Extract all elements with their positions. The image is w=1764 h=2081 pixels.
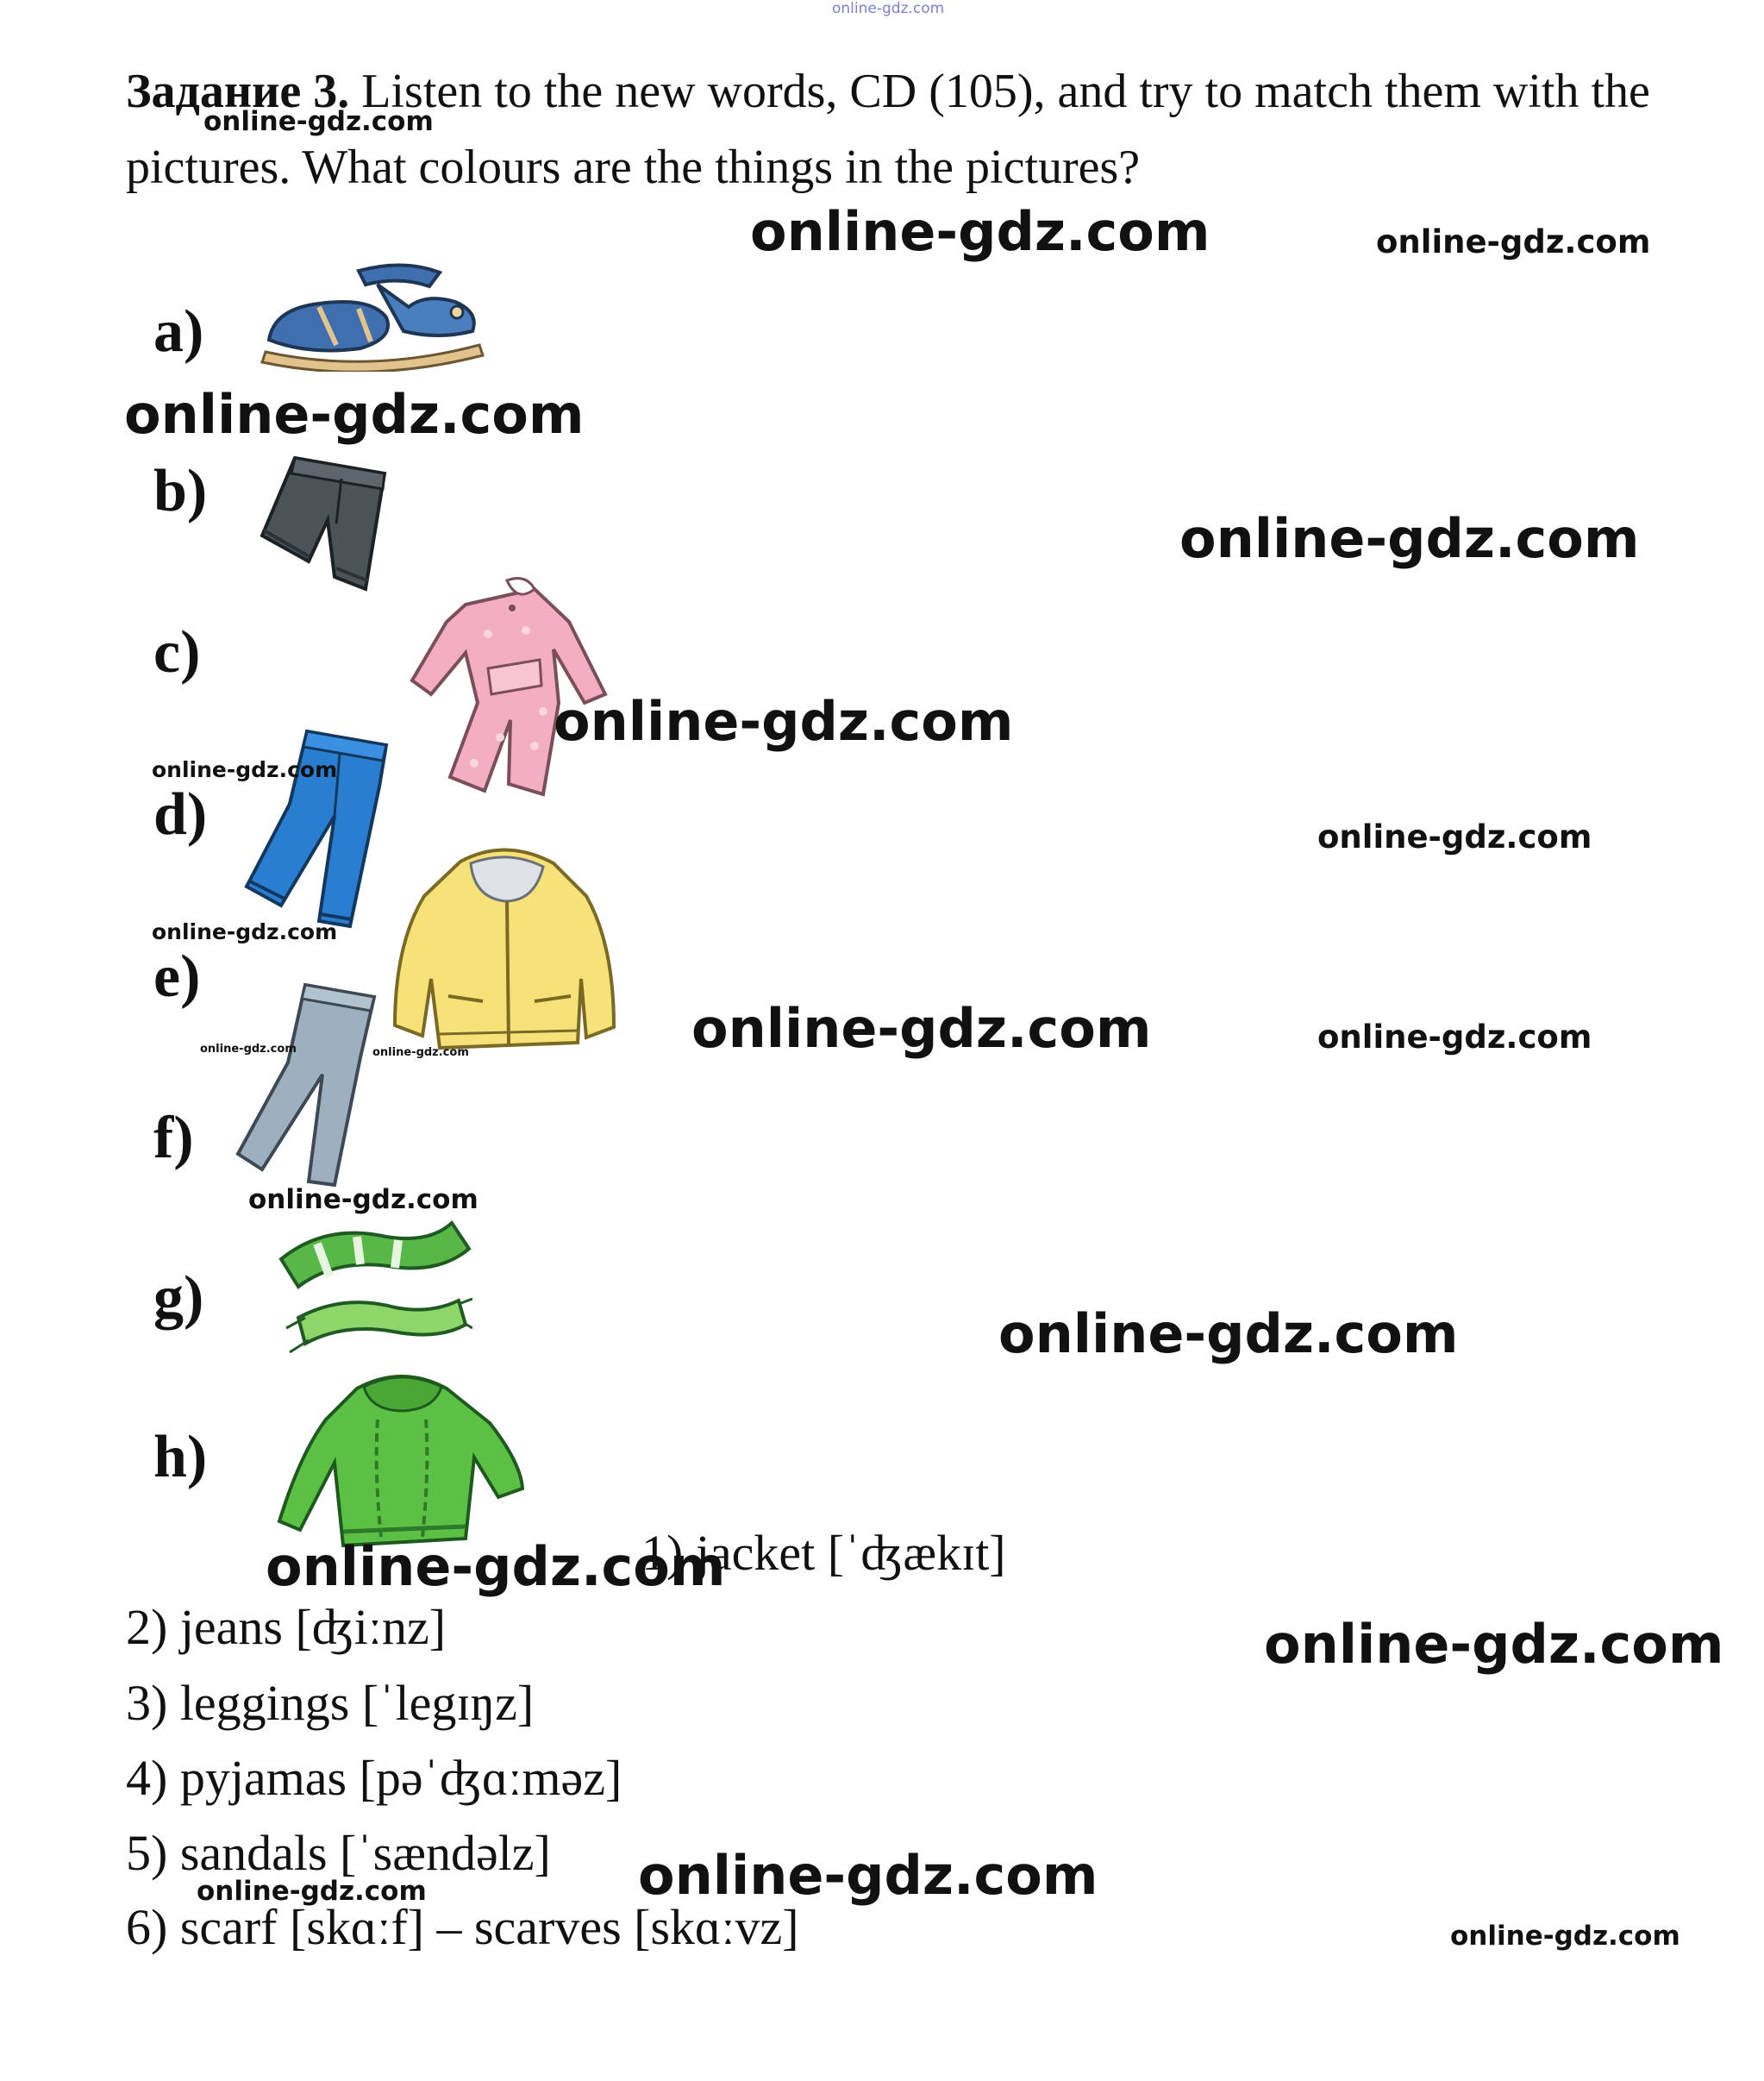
word-scarf: 6) scarf [skɑːf] – scarves [skɑːvz] (126, 1899, 799, 1955)
letter-a: a) (153, 298, 204, 365)
letter-f: f) (153, 1105, 194, 1171)
watermark: online-gdz.com (124, 383, 585, 446)
watermark: online-gdz.com (638, 1844, 1098, 1907)
watermark: online-gdz.com (1376, 223, 1651, 260)
watermark: online-gdz.com (372, 1046, 469, 1059)
watermark: online-gdz.com (200, 1043, 297, 1056)
word-leggings: 3) leggings [ˈlegɪŋz] (126, 1675, 535, 1731)
watermark: online-gdz.com (248, 1184, 479, 1215)
word-pyjamas: 4) pyjamas [pəˈʤɑːməz] (126, 1750, 622, 1806)
top-watermark: online-gdz.com (832, 0, 945, 17)
watermark: online-gdz.com (152, 919, 338, 944)
letter-b: b) (153, 458, 208, 524)
watermark: online-gdz.com (554, 690, 1014, 753)
watermark: online-gdz.com (152, 757, 338, 782)
letter-g: g) (153, 1264, 204, 1331)
leggings-icon (231, 980, 379, 1190)
word-jacket: 1) jacket [ˈʤækɪt] (641, 1525, 1006, 1581)
shorts-icon (255, 451, 395, 603)
watermark: online-gdz.com (1264, 1613, 1724, 1676)
watermark: online-gdz.com (197, 1876, 427, 1907)
watermark: online-gdz.com (266, 1535, 726, 1598)
watermark: online-gdz.com (691, 997, 1152, 1060)
watermark: online-gdz.com (1179, 507, 1640, 570)
pyjamas-icon (405, 574, 609, 799)
letter-c: c) (153, 619, 201, 686)
watermark: online-gdz.com (203, 106, 434, 137)
sandals-icon (257, 255, 485, 372)
scarf-icon (274, 1214, 472, 1357)
watermark: online-gdz.com (998, 1302, 1459, 1365)
jacket-icon (388, 841, 621, 1063)
letter-e: e) (153, 943, 201, 1010)
letter-h: h) (153, 1424, 208, 1490)
word-sandals: 5) sandals [ˈsændəlz] (126, 1825, 551, 1881)
task-text: Listen to the new words, CD (105), and try to match them with the pictures. What colours are the things in the pictures? (126, 65, 1650, 194)
watermark: online-gdz.com (750, 200, 1210, 263)
task-label: Задание 3. (126, 65, 350, 118)
word-jeans: 2) jeans [ʤiːnz] (126, 1599, 447, 1655)
watermark: online-gdz.com (1317, 1019, 1592, 1056)
sweater-icon (274, 1368, 526, 1551)
watermark: online-gdz.com (1450, 1921, 1680, 1952)
letter-d: d) (153, 781, 208, 848)
watermark: online-gdz.com (1317, 818, 1592, 856)
